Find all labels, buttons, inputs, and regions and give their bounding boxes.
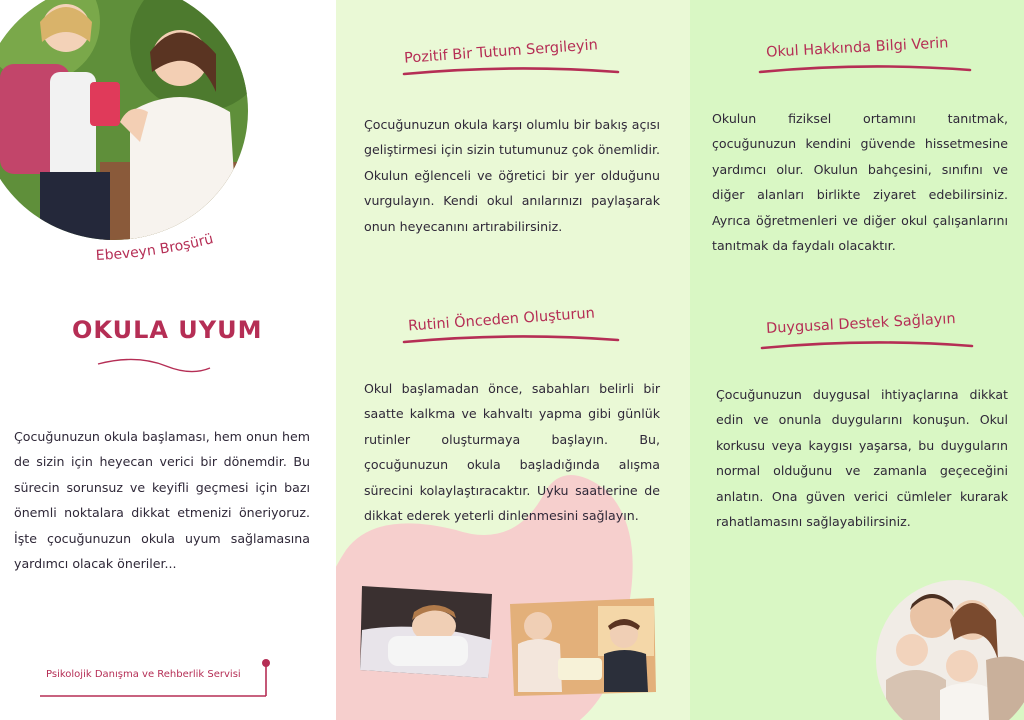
svg-text:Ebeveyn Broşürü: Ebeveyn Broşürü	[95, 231, 215, 262]
heading-routine: Rutini Önceden Oluşturun	[407, 305, 596, 335]
text-emotional-support: Çocuğunuzun duygusal ihtiyaçlarına dikkat edin ve onunla duygularını konuşun. Okul korkusu veya kaygısı yaşarsa, bu duyguların normal olduğunu ve zamanla geçeceğini anlatın. Ona güven verici cümleler kurarak rahatlamasını sağlayabilirsiniz.	[716, 387, 1008, 530]
right-panel	[690, 0, 1024, 720]
heading-school-info: Okul Hakkında Bilgi Verin	[765, 35, 949, 61]
family-photo	[876, 580, 1024, 720]
text-school-info: Okulun fiziksel ortamını tanıtmak, çocuğunuzun kendini güvende hissetmesine yardımcı olur. Okulun bahçesini, sınıfını ve diğer alanları birlikte ziyaret edebilirsiniz. Ayrıca öğretmenleri ve diğer okul çalışanlarını tanıtmak da faydalı olacaktır.	[712, 111, 1008, 254]
heading-underline	[760, 336, 976, 350]
sleeping-child-photo	[358, 580, 496, 680]
heading-underline	[402, 64, 622, 78]
middle-panel	[336, 0, 690, 720]
intro-text: Çocuğunuzun okula başlaması, hem onun hem de sizin için heyecan verici bir dönemdir. Bu sürecin sorunsuz ve keyifli geçmesi için bazı önemli noktalara dikkat etmenizi öneriyoruz. İşte çocuğunuzun okula uyum sağlamasına yardımcı olacak öneriler...	[14, 429, 310, 572]
text-positive-attitude: Çocuğunuzun okula karşı olumlu bir bakış açısı geliştirmesi için sizin tutumunuz çok önemlidir. Okulun eğlenceli ve öğretici bir yer olduğunu vurgulayın. Kendi okul anılarınızı paylaşarak onun heyecanını artırabilirsiniz.	[364, 117, 660, 234]
heading-underline	[758, 60, 974, 74]
title-swoosh	[96, 352, 216, 378]
left-panel	[0, 0, 336, 720]
mother-daughter-photo	[0, 0, 248, 240]
brochure-subtitle	[94, 222, 264, 262]
breakfast-photo	[508, 596, 658, 696]
heading-emotional-support: Duygusal Destek Sağlayın	[765, 311, 956, 337]
text-routine: Okul başlamadan önce, sabahları belirli bir saatte kalkma ve kahvaltı yapma gibi günlük rutinler oluşturmaya başlayın. Bu, çocuğunuzun okula başladığında alışma sürecini kolaylaştıracaktır. Uyku saatlerine de dikkat ederek yeterli dinlenmesini sağlayın.	[364, 381, 660, 524]
page-title: OKULA UYUM	[72, 316, 263, 344]
heading-positive-attitude: Pozitif Bir Tutum Sergileyin	[403, 37, 599, 67]
heading-underline	[402, 332, 622, 346]
footer-department: Psikolojik Danışma ve Rehberlik Servisi	[46, 669, 241, 680]
